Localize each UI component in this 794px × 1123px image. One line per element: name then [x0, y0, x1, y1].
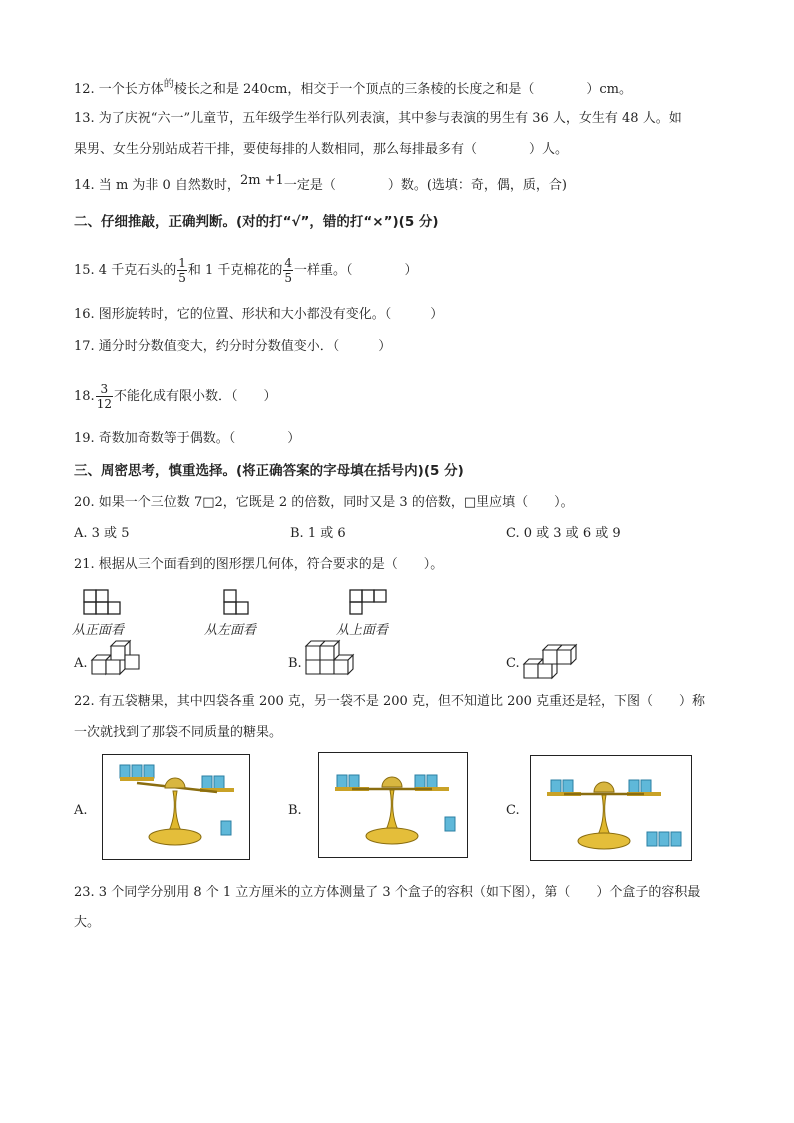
balance-scale-a-drawing — [103, 755, 249, 859]
q15-f2-numerator: 4 — [284, 256, 293, 270]
q20-option-b: B. 1 或 6 — [290, 526, 346, 541]
q14-text-b: 一定是（ ）数。(选填：奇，偶，质，合) — [283, 178, 567, 193]
q18-text-a: 18. — [74, 389, 95, 404]
section-3-heading: 三、周密思考，慎重选择。(将正确答案的字母填在括号内)(5 分) — [74, 463, 464, 479]
q12-text-b: 棱长之和是 240cm，相交于一个顶点的三条棱的长度之和是（ ）cm。 — [173, 82, 632, 97]
balance-scale-c-drawing — [531, 756, 691, 860]
question-12 — [74, 76, 632, 99]
q18-text-b: 不能化成有限小数．（ ） — [113, 389, 277, 404]
q21-option-c-solid — [524, 644, 576, 680]
q21-option-a-solid — [92, 644, 142, 680]
q12-sup: 的 — [163, 79, 174, 90]
q18-numerator: 3 — [96, 382, 113, 397]
question-23-line2: 大。 — [74, 915, 101, 930]
left-view-label: 从左面看 — [204, 623, 257, 638]
left-view-figure — [224, 590, 254, 614]
q14-expression: 2m +1 — [239, 173, 284, 188]
question-13-line2: 果男、女生分别站成若干排，要使每排的人数相同，那么每排最多有（ ）人。 — [74, 142, 569, 157]
question-13-line1: 13. 为了庆祝“六一”儿童节，五年级学生举行队列表演，其中参与表演的男生有 36 人，女生有 48 人。如 — [74, 111, 682, 126]
question-20-stem: 20. 如果一个三位数 7□2，它既是 2 的倍数，同时又是 3 的倍数，□里应填（ ）。 — [74, 495, 574, 510]
question-22-line2: 一次就找到了那袋不同质量的糖果。 — [74, 725, 283, 740]
q21-option-b: B. — [288, 656, 302, 671]
q15-text-a: 15. 4 千克石头的 — [74, 263, 177, 278]
q15-text-b: 和 1 千克棉花的 — [187, 263, 283, 278]
q15-fraction-1 — [177, 256, 187, 285]
q15-fraction-2 — [283, 256, 293, 285]
top-view-figure — [350, 590, 390, 614]
q15-f1-numerator: 1 — [178, 256, 186, 270]
top-view-label: 从上面看 — [336, 623, 389, 638]
question-22-line1: 22. 有五袋糖果，其中四袋各重 200 克，另一袋不是 200 克，但不知道比 200 克重还是轻，下图（ ）称 — [74, 694, 706, 709]
question-21-stem: 21. 根据从三个面看到的图形摆几何体，符合要求的是（ ）。 — [74, 557, 444, 572]
q21-option-a: A. — [74, 656, 88, 671]
q14-text-a: 14. 当 m 为非 0 自然数时， — [74, 178, 240, 193]
q20-option-c: C. 0 或 3 或 6 或 9 — [506, 526, 621, 541]
section-2-heading: 二、仔细推敲，正确判断。(对的打“√”，错的打“×”)(5 分) — [74, 214, 439, 230]
q21-option-b-solid — [306, 644, 356, 680]
question-14 — [74, 173, 567, 195]
balance-scale-b-drawing — [319, 753, 467, 857]
balance-scale-c — [530, 755, 692, 861]
front-view-label: 从正面看 — [72, 623, 125, 638]
front-view-figure — [84, 590, 124, 614]
q12-text-a: 12. 一个长方体 — [74, 82, 164, 97]
q22-option-a: A. — [74, 803, 88, 818]
question-23-line1: 23. 3 个同学分别用 8 个 1 立方厘米的立方体测量了 3 个盒子的容积（如下图），第（ ）个盒子的容积最 — [74, 885, 701, 900]
question-17: 17. 通分时分数值变大，约分时分数值变小．（ ） — [74, 339, 392, 354]
q18-fraction — [96, 382, 113, 411]
question-18 — [74, 382, 276, 411]
question-16: 16. 图形旋转时，它的位置、形状和大小都没有变化。（ ） — [74, 307, 444, 322]
question-15 — [74, 256, 418, 285]
balance-scale-a — [102, 754, 250, 860]
q22-option-c: C. — [506, 803, 520, 818]
q18-denominator: 12 — [96, 397, 112, 411]
q15-f2-denominator: 5 — [284, 271, 293, 285]
q15-f1-denominator: 5 — [178, 271, 186, 285]
q21-option-c: C. — [506, 656, 520, 671]
q20-option-a: A. 3 或 5 — [74, 526, 130, 541]
balance-scale-b — [318, 752, 468, 858]
q15-text-c: 一样重。（ ） — [294, 263, 418, 278]
q22-option-b: B. — [288, 803, 302, 818]
question-19: 19. 奇数加奇数等于偶数。（ ） — [74, 431, 301, 446]
